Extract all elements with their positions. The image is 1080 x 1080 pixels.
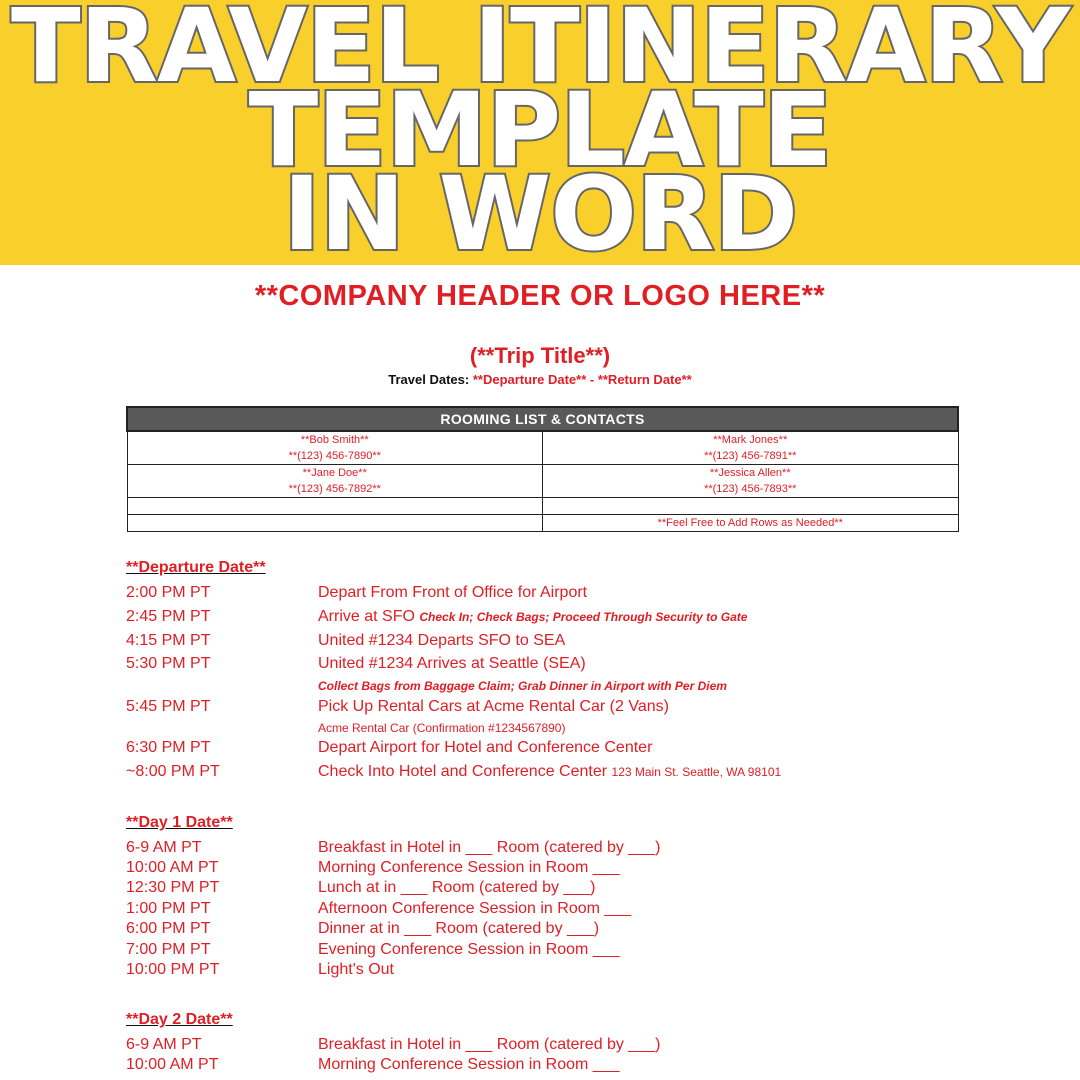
banner-title-line-3: IN WORD bbox=[282, 155, 798, 274]
itinerary-activity: United #1234 Departs SFO to SEA bbox=[318, 632, 566, 649]
itinerary-activity: Pick Up Rental Cars at Acme Rental Car (2 Vans) bbox=[318, 698, 669, 715]
itinerary-activity: Light's Out bbox=[318, 961, 394, 978]
section-title-day-2: **Day 2 Date** bbox=[126, 1011, 233, 1028]
contact-cell bbox=[127, 431, 543, 465]
empty-cell bbox=[127, 515, 543, 532]
title-banner bbox=[0, 0, 1080, 274]
travel-dates-value: **Departure Date** - **Return Date** bbox=[472, 372, 692, 387]
itinerary-activity: Arrive at SFO bbox=[318, 608, 415, 625]
travel-dates bbox=[0, 372, 1080, 387]
itinerary-time: 2:00 PM PT bbox=[126, 584, 211, 601]
trip-title: (**Trip Title**) bbox=[469, 343, 611, 368]
section-title-departure: **Departure Date** bbox=[126, 559, 266, 576]
itinerary-time: 6:00 PM PT bbox=[126, 920, 211, 937]
itinerary-activity: Check Into Hotel and Conference Center bbox=[318, 763, 608, 780]
itinerary-time: 5:45 PM PT bbox=[126, 698, 211, 715]
contact-name: **Bob Smith** bbox=[300, 434, 369, 446]
itinerary-time: 10:00 AM PT bbox=[126, 1056, 219, 1073]
itinerary-activity: Depart From Front of Office for Airport bbox=[318, 584, 588, 601]
itinerary-activity: Morning Conference Session in Room ___ bbox=[318, 1056, 620, 1073]
itinerary-activity: Depart Airport for Hotel and Conference Center bbox=[318, 739, 653, 756]
rooming-list-table bbox=[126, 406, 959, 532]
itinerary-time: 6-9 AM PT bbox=[126, 1036, 202, 1053]
itinerary-time: ~8:00 PM PT bbox=[126, 763, 220, 780]
contact-phone: **(123) 456-7890** bbox=[288, 450, 381, 462]
rooming-footer-note: **Feel Free to Add Rows as Needed** bbox=[543, 515, 959, 532]
itinerary-note: Check In; Check Bags; Proceed Through Security to Gate bbox=[419, 610, 748, 624]
itinerary-time: 6-9 AM PT bbox=[126, 839, 202, 856]
rooming-table-header: ROOMING LIST & CONTACTS bbox=[127, 407, 958, 431]
contact-cell bbox=[127, 465, 543, 498]
empty-cell bbox=[543, 498, 959, 515]
itinerary-activity: Afternoon Conference Session in Room ___ bbox=[318, 900, 632, 917]
itinerary-activity: Evening Conference Session in Room ___ bbox=[318, 941, 620, 958]
contact-cell bbox=[543, 431, 959, 465]
travel-dates-label: Travel Dates: bbox=[388, 372, 470, 387]
contact-name: **Jessica Allen** bbox=[709, 467, 791, 479]
banner-title-line-2: TEMPLATE bbox=[248, 71, 832, 190]
itinerary-activity: Breakfast in Hotel in ___ Room (catered by ___) bbox=[318, 1036, 661, 1053]
itinerary-time: 1:00 PM PT bbox=[126, 900, 211, 917]
itinerary-activity: Lunch at in ___ Room (catered by ___) bbox=[318, 879, 596, 896]
itinerary-subnote: Collect Bags from Baggage Claim; Grab Dinner in Airport with Per Diem bbox=[318, 679, 727, 693]
itinerary-time: 10:00 PM PT bbox=[126, 961, 220, 978]
itinerary-time: 2:45 PM PT bbox=[126, 608, 211, 625]
itinerary-time: 7:00 PM PT bbox=[126, 941, 211, 958]
itinerary-activity: Dinner at in ___ Room (catered by ___) bbox=[318, 920, 600, 937]
itinerary-time: 5:30 PM PT bbox=[126, 655, 211, 672]
section-title-day-1: **Day 1 Date** bbox=[126, 814, 233, 831]
contact-cell bbox=[543, 465, 959, 498]
itinerary-time: 10:00 AM PT bbox=[126, 859, 219, 876]
itinerary-time: 12:30 PM PT bbox=[126, 879, 220, 896]
itinerary-activity: Breakfast in Hotel in ___ Room (catered by ___) bbox=[318, 839, 661, 856]
itinerary-time: 6:30 PM PT bbox=[126, 739, 211, 756]
contact-phone: **(123) 456-7892** bbox=[288, 483, 381, 495]
company-header: **COMPANY HEADER OR LOGO HERE** bbox=[254, 280, 826, 312]
contact-phone: **(123) 456-7893** bbox=[704, 483, 797, 495]
contact-name: **Jane Doe** bbox=[302, 467, 367, 479]
banner-title-line-1: TRAVEL ITINERARY bbox=[10, 0, 1070, 106]
contact-phone: **(123) 456-7891** bbox=[704, 450, 797, 462]
empty-cell bbox=[127, 498, 543, 515]
itinerary-time: 4:15 PM PT bbox=[126, 632, 211, 649]
contact-name: **Mark Jones** bbox=[713, 434, 788, 446]
itinerary-activity: United #1234 Arrives at Seattle (SEA) bbox=[318, 655, 586, 672]
itinerary-subnote: Acme Rental Car (Confirmation #1234567890) bbox=[318, 721, 566, 735]
itinerary-note: 123 Main St. Seattle, WA 98101 bbox=[611, 765, 782, 779]
itinerary-activity: Morning Conference Session in Room ___ bbox=[318, 859, 620, 876]
